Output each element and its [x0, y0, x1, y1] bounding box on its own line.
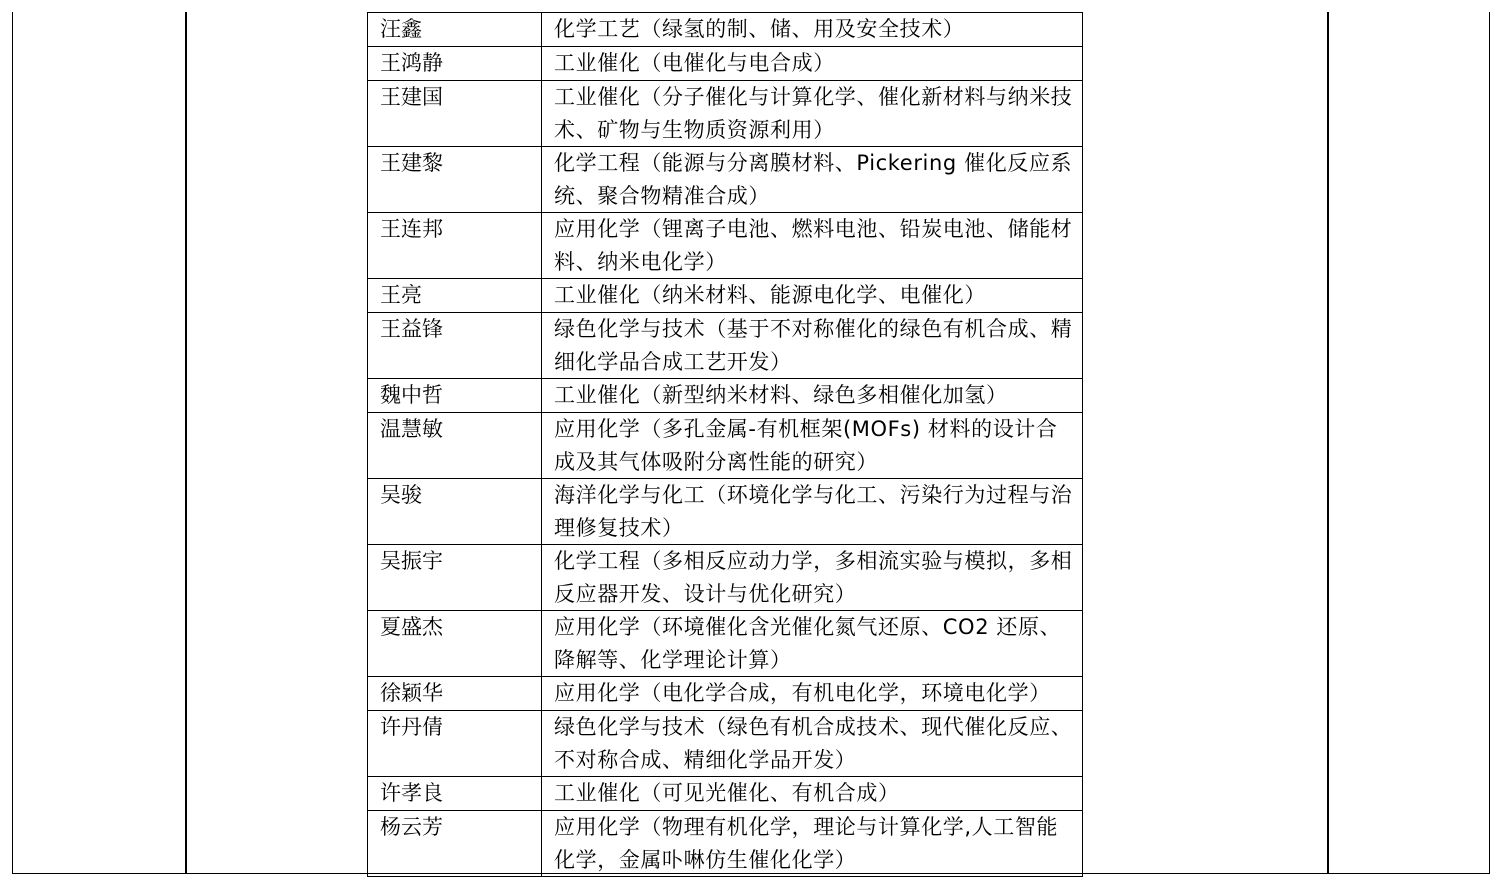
table-row: [368, 777, 1083, 811]
research-field: 工业催化（电催化与电合成）: [542, 47, 1083, 81]
supervisor-name: 杨云芳: [368, 811, 542, 877]
column-divider: [1327, 12, 1329, 874]
table-row: [368, 279, 1083, 313]
supervisor-name: 吴骏: [368, 479, 542, 545]
table-row: [368, 711, 1083, 777]
table-row: [368, 677, 1083, 711]
table-row: [368, 379, 1083, 413]
supervisor-name: 王连邦: [368, 213, 542, 279]
research-field: 应用化学（物理有机化学，理论与计算化学,人工智能化学，金属卟啉仿生催化化学）: [542, 811, 1083, 877]
research-field: 绿色化学与技术（基于不对称催化的绿色有机合成、精细化学品合成工艺开发）: [542, 313, 1083, 379]
column-divider: [185, 12, 187, 874]
supervisor-name: 王建黎: [368, 147, 542, 213]
research-field: 工业催化（纳米材料、能源电化学、电催化）: [542, 279, 1083, 313]
supervisor-name: 汪鑫: [368, 13, 542, 47]
research-field: 应用化学（多孔金属-有机框架(MOFs) 材料的设计合成及其气体吸附分离性能的研究）: [542, 413, 1083, 479]
research-field: 工业催化（可见光催化、有机合成）: [542, 777, 1083, 811]
research-field: 应用化学（环境催化含光催化氮气还原、CO2 还原、降解等、化学理论计算）: [542, 611, 1083, 677]
table-row: [368, 545, 1083, 611]
supervisor-name: 徐颖华: [368, 677, 542, 711]
table-row: [368, 811, 1083, 877]
supervisor-name: 许丹倩: [368, 711, 542, 777]
table-row: [368, 147, 1083, 213]
supervisor-name: 王建国: [368, 81, 542, 147]
research-field: 绿色化学与技术（绿色有机合成技术、现代催化反应、不对称合成、精细化学品开发）: [542, 711, 1083, 777]
research-field: 化学工程（多相反应动力学，多相流实验与模拟，多相反应器开发、设计与优化研究）: [542, 545, 1083, 611]
supervisor-name: 王益锋: [368, 313, 542, 379]
table-row: [368, 611, 1083, 677]
supervisor-name: 温慧敏: [368, 413, 542, 479]
table-row: [368, 81, 1083, 147]
supervisor-name: 王亮: [368, 279, 542, 313]
research-field: 应用化学（电化学合成，有机电化学，环境电化学）: [542, 677, 1083, 711]
supervisor-name: 夏盛杰: [368, 611, 542, 677]
supervisor-table: [367, 12, 1083, 877]
supervisor-name: 吴振宇: [368, 545, 542, 611]
research-field: 化学工程（能源与分离膜材料、Pickering 催化反应系统、聚合物精准合成）: [542, 147, 1083, 213]
research-field: 应用化学（锂离子电池、燃料电池、铅炭电池、储能材料、纳米电化学）: [542, 213, 1083, 279]
research-field: 化学工艺（绿氢的制、储、用及安全技术）: [542, 13, 1083, 47]
supervisor-name: 魏中哲: [368, 379, 542, 413]
table-row: [368, 413, 1083, 479]
table-row: [368, 313, 1083, 379]
research-field: 海洋化学与化工（环境化学与化工、污染行为过程与治理修复技术）: [542, 479, 1083, 545]
research-field: 工业催化（分子催化与计算化学、催化新材料与纳米技术、矿物与生物质资源利用）: [542, 81, 1083, 147]
supervisor-name: 王鸿静: [368, 47, 542, 81]
table-row: [368, 47, 1083, 81]
table-row: [368, 213, 1083, 279]
table-row: [368, 479, 1083, 545]
research-field: 工业催化（新型纳米材料、绿色多相催化加氢）: [542, 379, 1083, 413]
table-row: [368, 13, 1083, 47]
supervisor-name: 许孝良: [368, 777, 542, 811]
